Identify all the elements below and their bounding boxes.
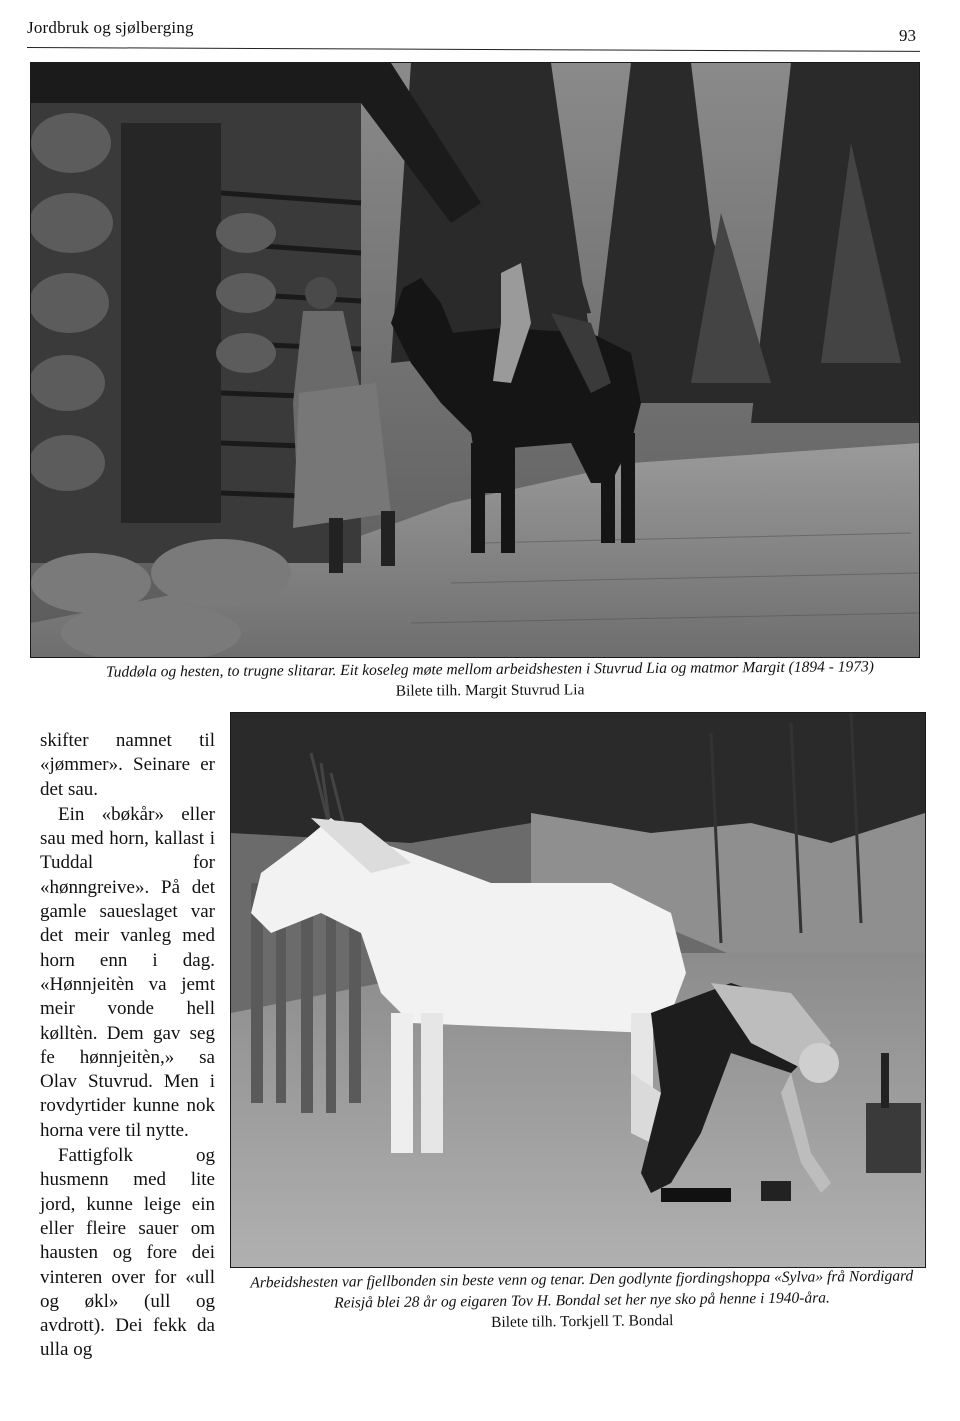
photo-bottom-caption-line2: Reisjå blei 28 år og eigaren Tov H. Bondal set her nye sko på henne i 1940-åra. bbox=[334, 1289, 830, 1312]
photo-top-credit: Bilete tilh. Margit Stuvrud Lia bbox=[395, 681, 585, 700]
running-head: Jordbruk og sjølberging bbox=[27, 18, 194, 37]
photo-bottom-credit: Bilete tilh. Torkjell T. Bondal bbox=[490, 1312, 674, 1331]
photo-top-caption bbox=[60, 656, 920, 704]
header-rule bbox=[27, 47, 920, 52]
photo-bottom-caption-line1: Arbeidshesten var fjellbonden sin beste venn og tenar. Den godlynte fjordingshoppa «Sylva» frå Nordigard bbox=[250, 1267, 914, 1292]
body-text-column bbox=[40, 729, 215, 1363]
paragraph: Ein «bøkår» eller sau med horn, kallast i Tuddal for «hønngreive». På det gamle saueslaget var det meir vanleg med horn enn i dag. «Hønnjeitèn va jemt meir vonde hell kølltèn. Dem gav seg fe hønnjeitèn,» sa Olav Stuvrud. Men i rovdyrtider kunne nok horna vere til nytte. bbox=[40, 803, 215, 1141]
page-number: 93 bbox=[899, 26, 916, 45]
paragraph: skifter namnet til «jømmer». Seinare er det sau. bbox=[40, 730, 215, 800]
photo-bottom-caption bbox=[232, 1265, 933, 1335]
photo-woman-and-horse bbox=[30, 62, 920, 658]
paragraph: Fattigfolk og husmenn med lite jord, kunne leige ein eller fleire sauer om hausten og fore dei vinteren over for «ull og økl» (ull og avdrott). Dei fekk da ulla og bbox=[40, 1145, 215, 1361]
photo-horse-shoeing bbox=[230, 712, 926, 1268]
photo-top-caption-text: Tuddøla og hesten, to trugne slitarar. Eit koseleg møte mellom arbeidshesten i Stuvrud Lia og matmor Margit (1894 - 1973) bbox=[105, 658, 874, 681]
